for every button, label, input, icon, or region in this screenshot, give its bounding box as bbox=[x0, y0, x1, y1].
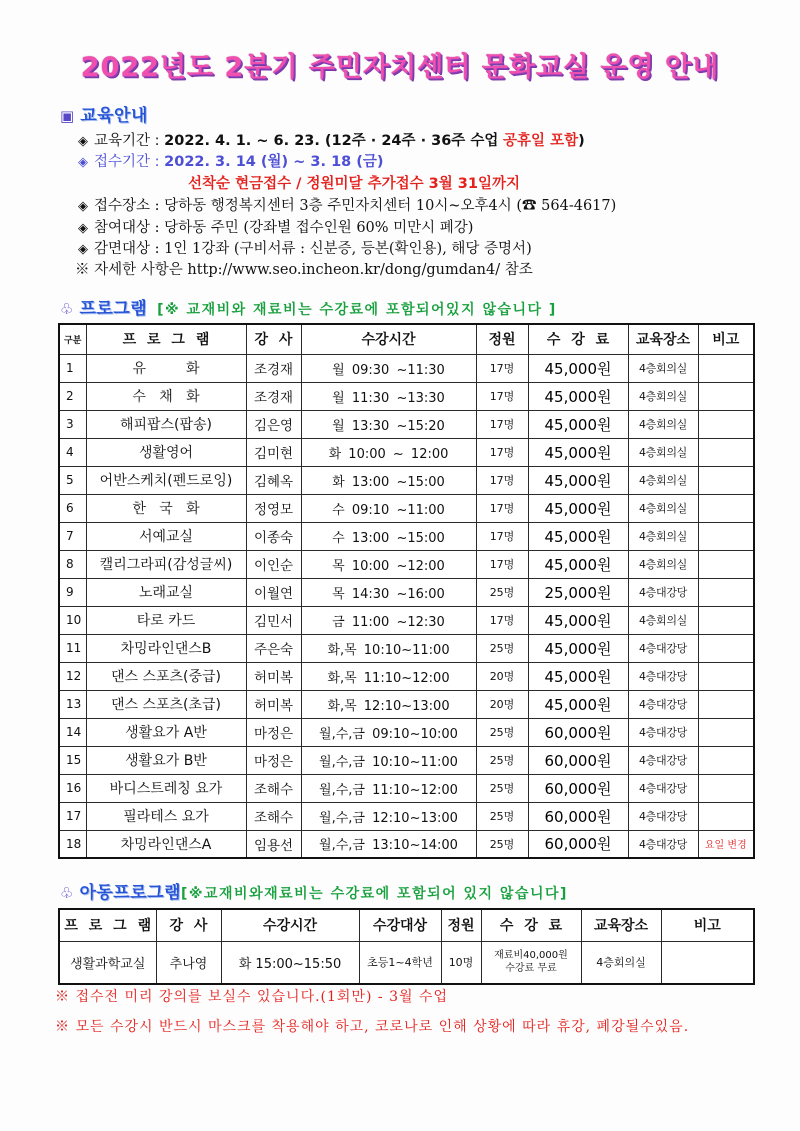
target-value: 당하동 주민 (강좌별 접수인원 60% 미만시 폐강) bbox=[164, 220, 474, 236]
cell-time: 화 15:00~15:50 bbox=[221, 941, 359, 984]
cell-note bbox=[698, 802, 754, 830]
header-row bbox=[59, 324, 754, 354]
cell-no: 14 bbox=[59, 718, 86, 746]
cell-no: 10 bbox=[59, 606, 86, 634]
cell-fee: 45,000원 bbox=[528, 410, 628, 438]
cell-time: 월 11:30 ~13:30 bbox=[301, 382, 476, 410]
cell-fee: 45,000원 bbox=[528, 690, 628, 718]
cell-instructor: 조해수 bbox=[246, 802, 301, 830]
cell-program: 댄스 스포츠(초급) bbox=[86, 690, 246, 718]
program-row bbox=[59, 354, 754, 382]
program-row bbox=[59, 662, 754, 690]
cell-capacity: 20명 bbox=[476, 662, 528, 690]
cell-place: 4층회의실 bbox=[628, 494, 698, 522]
program-table bbox=[58, 323, 755, 859]
cell-note bbox=[698, 382, 754, 410]
cell-program: 생활요가 A반 bbox=[86, 718, 246, 746]
cell-time: 목 14:30 ~16:00 bbox=[301, 578, 476, 606]
cell-capacity: 25명 bbox=[476, 634, 528, 662]
cell-capacity: 25명 bbox=[476, 746, 528, 774]
cell-time: 화 10:00 ~ 12:00 bbox=[301, 438, 476, 466]
cell-fee: 60,000원 bbox=[528, 774, 628, 802]
cell-program: 해피팝스(팝송) bbox=[86, 410, 246, 438]
cell-fee: 60,000원 bbox=[528, 746, 628, 774]
cell-time: 월 13:30 ~15:20 bbox=[301, 410, 476, 438]
cell-capacity: 25명 bbox=[476, 774, 528, 802]
cell-time: 월 09:30 ~11:30 bbox=[301, 354, 476, 382]
cell-program: 생활과학교실 bbox=[59, 941, 156, 984]
cell-place: 4층대강당 bbox=[628, 690, 698, 718]
cell-instructor: 이종숙 bbox=[246, 522, 301, 550]
header-program: 프 로 그 램 bbox=[59, 909, 156, 941]
club-marker-icon: ♧ bbox=[60, 884, 74, 902]
cell-program: 차밍라인댄스A bbox=[86, 830, 246, 858]
cell-fee: 45,000원 bbox=[528, 354, 628, 382]
cell-program: 캘리그라피(감성글씨) bbox=[86, 550, 246, 578]
cell-place: 4층대강당 bbox=[628, 774, 698, 802]
reception-value: 2022. 3. 14 (월) ~ 3. 18 (금) bbox=[164, 154, 384, 170]
cell-no: 3 bbox=[59, 410, 86, 438]
program-title: 프로그램 bbox=[79, 299, 148, 319]
cell-note bbox=[698, 354, 754, 382]
cell-time: 월,수,금 13:10~14:00 bbox=[301, 830, 476, 858]
education-info-heading bbox=[60, 104, 148, 128]
header-instructor: 강 사 bbox=[246, 324, 301, 354]
program-row bbox=[59, 438, 754, 466]
footer-note: ※ 모든 수강시 반드시 마스크를 착용해야 하고, 코로나로 인해 상황에 따라 휴강, 폐강될수있음. bbox=[55, 1019, 690, 1035]
cell-capacity: 17명 bbox=[476, 438, 528, 466]
cell-no: 11 bbox=[59, 634, 86, 662]
kids-program-table bbox=[58, 908, 755, 985]
header-program: 프 로 그 램 bbox=[86, 324, 246, 354]
cell-instructor: 이월연 bbox=[246, 578, 301, 606]
cell-place: 4층회의실 bbox=[628, 354, 698, 382]
program-row bbox=[59, 802, 754, 830]
program-row bbox=[59, 830, 754, 858]
cell-note bbox=[698, 746, 754, 774]
cell-fee: 45,000원 bbox=[528, 522, 628, 550]
cell-fee: 45,000원 bbox=[528, 494, 628, 522]
cell-instructor: 이인순 bbox=[246, 550, 301, 578]
cell-time: 월,수,금 10:10~11:00 bbox=[301, 746, 476, 774]
program-table-body bbox=[59, 354, 754, 858]
program-heading bbox=[60, 297, 557, 321]
cell-note bbox=[698, 550, 754, 578]
cell-note bbox=[698, 662, 754, 690]
cell-fee: 45,000원 bbox=[528, 438, 628, 466]
cell-note: 요일 변경 bbox=[698, 830, 754, 858]
cell-place: 4층대강당 bbox=[628, 746, 698, 774]
cell-time: 화 13:00 ~15:00 bbox=[301, 466, 476, 494]
cell-fee: 45,000원 bbox=[528, 606, 628, 634]
cell-program: 생활요가 B반 bbox=[86, 746, 246, 774]
cell-note bbox=[698, 438, 754, 466]
cell-fee: 45,000원 bbox=[528, 382, 628, 410]
header-time: 수강시간 bbox=[221, 909, 359, 941]
target-label: 참여대상 : bbox=[94, 220, 160, 236]
cell-instructor: 추나영 bbox=[156, 941, 221, 984]
diamond-bullet-icon: ◈ bbox=[78, 199, 88, 214]
cell-no: 5 bbox=[59, 466, 86, 494]
kids-table-header bbox=[59, 909, 754, 941]
discount-label: 감면대상 : bbox=[94, 241, 160, 257]
cell-capacity: 17명 bbox=[476, 550, 528, 578]
place-value: 당하동 행정복지센터 3층 주민자치센터 10시~오후4시 (☎ 564-4617) bbox=[164, 198, 617, 214]
cell-fee: 45,000원 bbox=[528, 550, 628, 578]
cell-note bbox=[698, 466, 754, 494]
cell-instructor: 김은영 bbox=[246, 410, 301, 438]
cell-no: 7 bbox=[59, 522, 86, 550]
cell-place: 4층대강당 bbox=[628, 802, 698, 830]
cell-instructor: 정영모 bbox=[246, 494, 301, 522]
period-label: 교육기간 : bbox=[94, 133, 160, 149]
square-marker-icon: ▣ bbox=[60, 107, 75, 125]
cell-no: 13 bbox=[59, 690, 86, 718]
place-line bbox=[78, 196, 616, 216]
program-row bbox=[59, 410, 754, 438]
reception-note: 선착순 현금접수 / 정원미달 추가접수 3월 31일까지 bbox=[188, 176, 520, 192]
cell-fee: 45,000원 bbox=[528, 466, 628, 494]
cell-instructor: 김미현 bbox=[246, 438, 301, 466]
cell-time: 월,수,금 12:10~13:00 bbox=[301, 802, 476, 830]
program-row bbox=[59, 522, 754, 550]
program-row bbox=[59, 382, 754, 410]
footer-note: ※ 접수전 미리 강의를 보실수 있습니다.(1회만) - 3월 수업 bbox=[55, 989, 448, 1005]
cell-fee: 25,000원 bbox=[528, 578, 628, 606]
cell-note bbox=[698, 690, 754, 718]
cell-program: 차밍라인댄스B bbox=[86, 634, 246, 662]
diamond-bullet-icon: ◈ bbox=[78, 242, 88, 257]
education-info-title: 교육안내 bbox=[80, 106, 148, 126]
cell-place: 4층대강당 bbox=[628, 830, 698, 858]
cell-program: 수 채 화 bbox=[86, 382, 246, 410]
program-row bbox=[59, 578, 754, 606]
place-label: 접수장소 : bbox=[94, 198, 160, 214]
program-table-header bbox=[59, 324, 754, 354]
period-line bbox=[78, 131, 585, 151]
reception-line bbox=[78, 152, 384, 172]
diamond-bullet-icon: ◈ bbox=[78, 134, 88, 149]
cell-capacity: 17명 bbox=[476, 522, 528, 550]
cell-time: 월,수,금 11:10~12:00 bbox=[301, 774, 476, 802]
cell-instructor: 허미복 bbox=[246, 662, 301, 690]
cell-instructor: 허미복 bbox=[246, 690, 301, 718]
cell-place: 4층회의실 bbox=[628, 410, 698, 438]
cell-capacity: 10명 bbox=[441, 941, 481, 984]
cell-note bbox=[661, 941, 754, 984]
cell-time: 화,목 12:10~13:00 bbox=[301, 690, 476, 718]
cell-no: 16 bbox=[59, 774, 86, 802]
header-capacity: 정원 bbox=[476, 324, 528, 354]
cell-fee: 60,000원 bbox=[528, 830, 628, 858]
cell-instructor: 조경재 bbox=[246, 382, 301, 410]
period-close: ) bbox=[578, 133, 585, 149]
page-title: 2022년도 2분기 주민자치센터 문화교실 운영 안내 bbox=[80, 52, 720, 83]
cell-note bbox=[698, 494, 754, 522]
cell-capacity: 25명 bbox=[476, 830, 528, 858]
cell-instructor: 조해수 bbox=[246, 774, 301, 802]
cell-place: 4층대강당 bbox=[628, 578, 698, 606]
cell-place: 4층회의실 bbox=[581, 941, 661, 984]
cell-no: 18 bbox=[59, 830, 86, 858]
cell-no: 1 bbox=[59, 354, 86, 382]
cell-time: 목 10:00 ~12:00 bbox=[301, 550, 476, 578]
kids-program-row bbox=[59, 941, 754, 984]
program-row bbox=[59, 466, 754, 494]
cell-instructor: 김민서 bbox=[246, 606, 301, 634]
discount-value: 1인 1강좌 (구비서류 : 신분증, 등본(확인용), 해당 증명서) bbox=[164, 241, 532, 257]
header-time: 수강시간 bbox=[301, 324, 476, 354]
cell-program: 필라테스 요가 bbox=[86, 802, 246, 830]
cell-note bbox=[698, 774, 754, 802]
target-line bbox=[78, 218, 473, 238]
cell-note bbox=[698, 578, 754, 606]
program-row bbox=[59, 774, 754, 802]
program-row bbox=[59, 634, 754, 662]
kids-program-notice: [※교재비와재료비는 수강료에 포함되어 있지 않습니다] bbox=[181, 886, 568, 902]
cell-note bbox=[698, 522, 754, 550]
cell-no: 17 bbox=[59, 802, 86, 830]
cell-capacity: 25명 bbox=[476, 802, 528, 830]
cell-program: 댄스 스포츠(중급) bbox=[86, 662, 246, 690]
cell-program: 노래교실 bbox=[86, 578, 246, 606]
cell-place: 4층회의실 bbox=[628, 606, 698, 634]
period-highlight: 공휴일 포함 bbox=[503, 133, 579, 149]
cell-time: 화,목 10:10~11:00 bbox=[301, 634, 476, 662]
cell-place: 4층회의실 bbox=[628, 466, 698, 494]
cell-time: 수 13:00 ~15:00 bbox=[301, 522, 476, 550]
header-target: 수강대상 bbox=[359, 909, 441, 941]
cell-fee bbox=[481, 941, 581, 984]
cell-instructor: 마정은 bbox=[246, 746, 301, 774]
header-row bbox=[59, 909, 754, 941]
header-instructor: 강 사 bbox=[156, 909, 221, 941]
header-capacity: 정원 bbox=[441, 909, 481, 941]
kids-program-title: 아동프로그램 bbox=[79, 883, 181, 903]
reference-line: ※ 자세한 사항은 http://www.seo.incheon.kr/dong/gumdan4/ 참조 bbox=[75, 262, 533, 278]
cell-note bbox=[698, 606, 754, 634]
cell-instructor: 임용선 bbox=[246, 830, 301, 858]
cell-program: 어반스케치(펜드로잉) bbox=[86, 466, 246, 494]
period-value: 2022. 4. 1. ~ 6. 23. (12주 · 24주 · 36주 수업 bbox=[164, 133, 499, 149]
cell-instructor: 주은숙 bbox=[246, 634, 301, 662]
cell-place: 4층대강당 bbox=[628, 662, 698, 690]
cell-fee: 45,000원 bbox=[528, 662, 628, 690]
cell-place: 4층회의실 bbox=[628, 382, 698, 410]
header-note: 비고 bbox=[698, 324, 754, 354]
cell-fee: 45,000원 bbox=[528, 634, 628, 662]
cell-program: 서예교실 bbox=[86, 522, 246, 550]
cell-time: 금 11:00 ~12:30 bbox=[301, 606, 476, 634]
cell-no: 9 bbox=[59, 578, 86, 606]
program-row bbox=[59, 746, 754, 774]
header-note: 비고 bbox=[661, 909, 754, 941]
cell-place: 4층회의실 bbox=[628, 550, 698, 578]
header-fee: 수 강 료 bbox=[481, 909, 581, 941]
cell-program: 생활영어 bbox=[86, 438, 246, 466]
cell-no: 2 bbox=[59, 382, 86, 410]
cell-place: 4층대강당 bbox=[628, 718, 698, 746]
kids-table-body bbox=[59, 941, 754, 984]
cell-place: 4층회의실 bbox=[628, 522, 698, 550]
kids-program-heading bbox=[60, 881, 568, 905]
header-place: 교육장소 bbox=[581, 909, 661, 941]
cell-target: 초등1~4학년 bbox=[359, 941, 441, 984]
reception-label: 접수기간 : bbox=[94, 154, 160, 170]
cell-capacity: 17명 bbox=[476, 466, 528, 494]
cell-capacity: 17명 bbox=[476, 382, 528, 410]
diamond-bullet-icon: ◈ bbox=[78, 155, 88, 170]
cell-time: 수 09:10 ~11:00 bbox=[301, 494, 476, 522]
program-notice: [※ 교재비와 재료비는 수강료에 포함되어있지 않습니다 ] bbox=[157, 302, 557, 318]
cell-capacity: 17명 bbox=[476, 410, 528, 438]
cell-program: 타로 카드 bbox=[86, 606, 246, 634]
cell-fee: 60,000원 bbox=[528, 802, 628, 830]
cell-no: 15 bbox=[59, 746, 86, 774]
cell-capacity: 17명 bbox=[476, 494, 528, 522]
cell-note bbox=[698, 718, 754, 746]
cell-capacity: 17명 bbox=[476, 606, 528, 634]
cell-no: 6 bbox=[59, 494, 86, 522]
cell-time: 화,목 11:10~12:00 bbox=[301, 662, 476, 690]
club-marker-icon: ♧ bbox=[60, 300, 74, 318]
program-row bbox=[59, 550, 754, 578]
fee-tuition: 수강료 무료 bbox=[505, 963, 557, 975]
cell-capacity: 17명 bbox=[476, 354, 528, 382]
fee-material: 재료비40,000원 bbox=[494, 950, 568, 962]
cell-instructor: 마정은 bbox=[246, 718, 301, 746]
header-place: 교육장소 bbox=[628, 324, 698, 354]
cell-note bbox=[698, 634, 754, 662]
discount-line bbox=[78, 239, 532, 259]
cell-note bbox=[698, 410, 754, 438]
cell-capacity: 25명 bbox=[476, 578, 528, 606]
header-no: 구분 bbox=[59, 324, 86, 354]
cell-no: 12 bbox=[59, 662, 86, 690]
cell-program: 바디스트레칭 요가 bbox=[86, 774, 246, 802]
cell-no: 4 bbox=[59, 438, 86, 466]
program-row bbox=[59, 718, 754, 746]
cell-capacity: 20명 bbox=[476, 690, 528, 718]
cell-place: 4층대강당 bbox=[628, 634, 698, 662]
cell-no: 8 bbox=[59, 550, 86, 578]
cell-program: 한 국 화 bbox=[86, 494, 246, 522]
cell-place: 4층회의실 bbox=[628, 438, 698, 466]
diamond-bullet-icon: ◈ bbox=[78, 221, 88, 236]
cell-fee: 60,000원 bbox=[528, 718, 628, 746]
program-row bbox=[59, 606, 754, 634]
cell-capacity: 25명 bbox=[476, 718, 528, 746]
cell-instructor: 조경재 bbox=[246, 354, 301, 382]
cell-program: 유 화 bbox=[86, 354, 246, 382]
header-fee: 수 강 료 bbox=[528, 324, 628, 354]
cell-time: 월,수,금 09:10~10:00 bbox=[301, 718, 476, 746]
program-row bbox=[59, 494, 754, 522]
program-row bbox=[59, 690, 754, 718]
cell-instructor: 김혜옥 bbox=[246, 466, 301, 494]
